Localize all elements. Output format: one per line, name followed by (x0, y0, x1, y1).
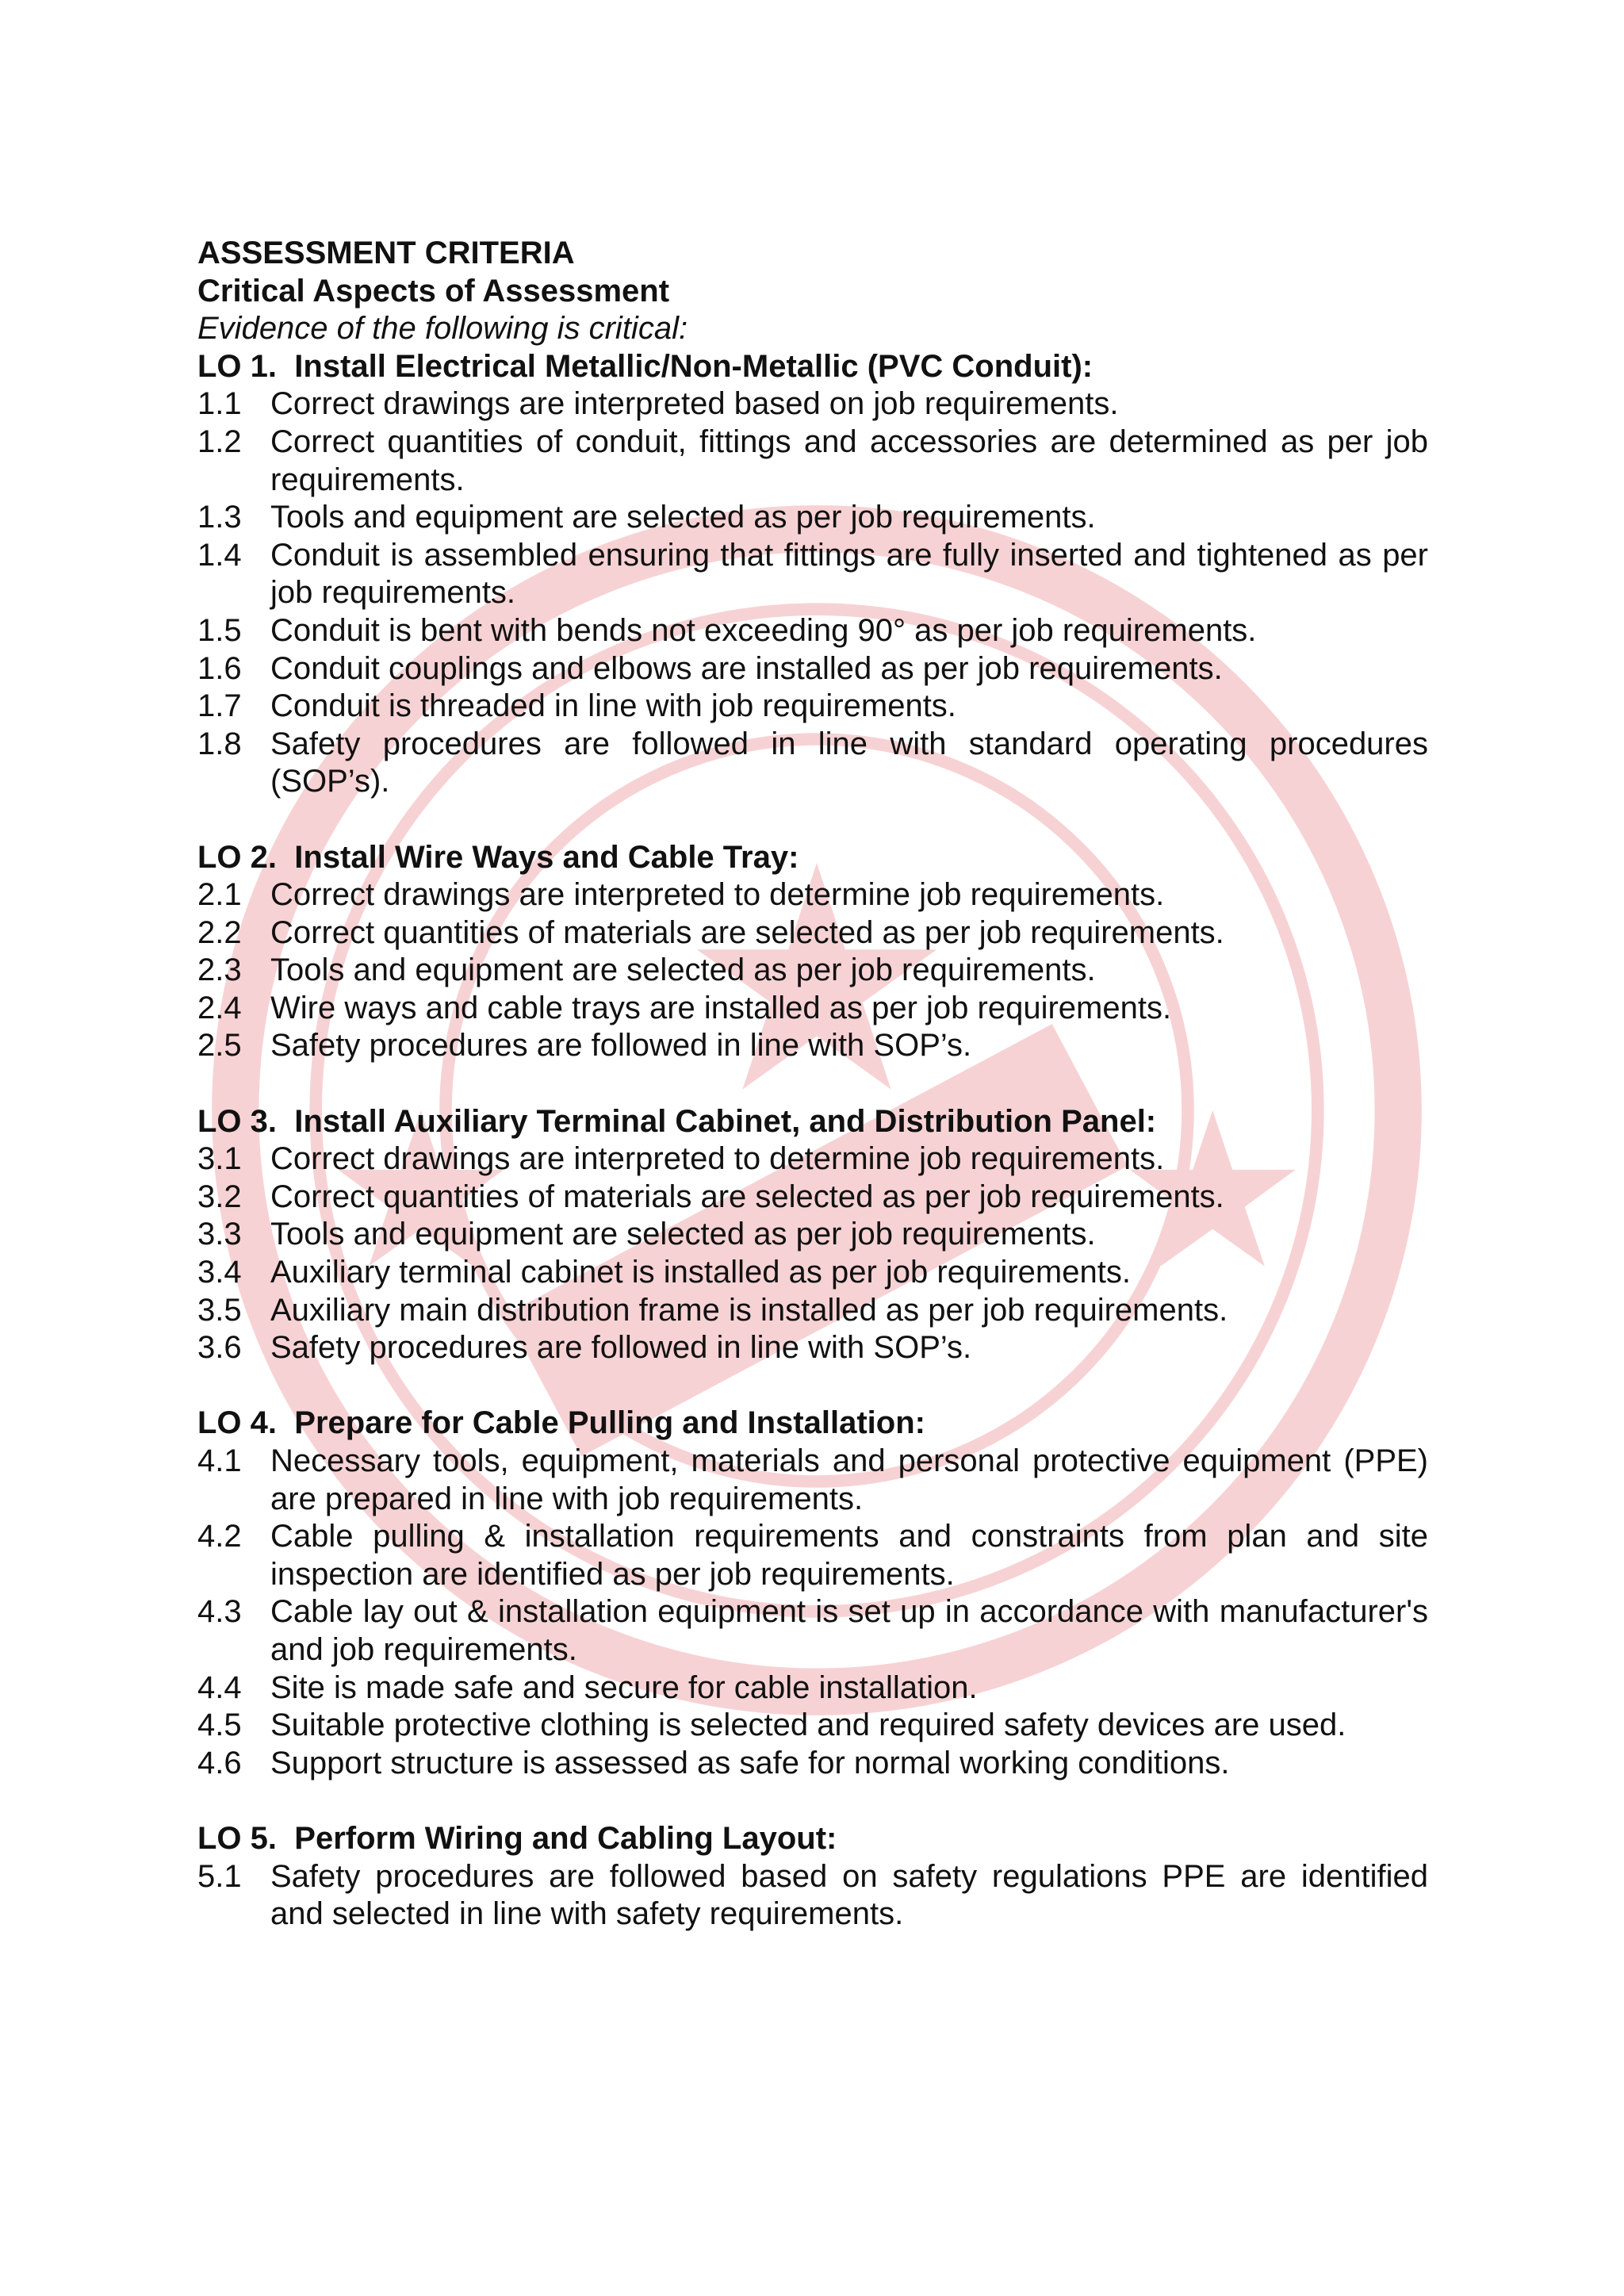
item-text: Tools and equipment are selected as per job requirements. (270, 953, 1096, 988)
item-number: 3.6 (197, 1330, 242, 1366)
list-item (197, 424, 1428, 499)
item-text: Correct quantities of materials are selected as per job requirements. (270, 914, 1224, 950)
item-number: 1.1 (197, 386, 242, 422)
item-number: 2.1 (197, 877, 242, 913)
list-item (197, 1027, 1428, 1065)
item-number: 1.2 (197, 424, 242, 459)
item-text: Auxiliary terminal cabinet is installed as per job requirements. (270, 1255, 1131, 1290)
page-title: ASSESSMENT CRITERIA (197, 236, 575, 270)
section-label: LO 4. (197, 1405, 278, 1441)
item-number: 4.4 (197, 1669, 242, 1705)
list-item (197, 726, 1428, 801)
item-number: 3.5 (197, 1292, 242, 1328)
list-item (197, 1254, 1428, 1292)
list-item (197, 952, 1428, 990)
section-label: LO 3. (197, 1103, 278, 1139)
item-text: Safety procedures are followed in line with SOP’s. (270, 1028, 972, 1064)
list-item (197, 1593, 1428, 1669)
list-item (197, 1518, 1428, 1593)
item-text: Correct drawings are interpreted to determine job requirements. (270, 1141, 1165, 1177)
item-text: Safety procedures are followed based on safety regulations PPE are identified and selected in line with safety requirements. (270, 1858, 1428, 1932)
section-lo4 (197, 1405, 1428, 1782)
item-text: Correct drawings are interpreted to determine job requirements. (270, 877, 1165, 913)
list-item (197, 612, 1428, 650)
section-lo5 (197, 1820, 1428, 1934)
item-number: 1.3 (197, 500, 242, 535)
section-lo2 (197, 839, 1428, 1066)
item-text: Correct quantities of conduit, fittings and accessories are determined as per job requirements. (270, 424, 1428, 497)
item-number: 2.4 (197, 990, 242, 1025)
section-heading (197, 839, 1428, 877)
list-item (197, 990, 1428, 1028)
item-number: 3.1 (197, 1141, 242, 1177)
section-label: LO 1. (197, 348, 278, 384)
section-title: Install Auxiliary Terminal Cabinet, and Distribution Panel: (294, 1103, 1157, 1139)
item-text: Cable pulling & installation requirements and constraints from plan and site inspection are identified as per job requirements. (270, 1519, 1428, 1592)
list-item (197, 1707, 1428, 1745)
page-subtitle: Critical Aspects of Assessment (197, 273, 670, 309)
section-heading (197, 1405, 1428, 1443)
section-lo1 (197, 348, 1428, 801)
item-number: 3.4 (197, 1255, 242, 1290)
section-title: Prepare for Cable Pulling and Installation: (294, 1405, 925, 1441)
item-text: Suitable protective clothing is selected and required safety devices are used. (270, 1708, 1346, 1743)
item-text: Conduit is bent with bends not exceeding 90° as per job requirements. (270, 612, 1257, 648)
section-heading (197, 348, 1428, 386)
item-text: Conduit couplings and elbows are installed as per job requirements. (270, 650, 1223, 686)
item-text: Tools and equipment are selected as per job requirements. (270, 1217, 1096, 1252)
item-number: 4.3 (197, 1594, 242, 1630)
list-item (197, 1329, 1428, 1367)
item-text: Support structure is assessed as safe for normal working conditions. (270, 1745, 1230, 1780)
list-item (197, 537, 1428, 612)
item-number: 2.2 (197, 914, 242, 950)
section-title: Install Wire Ways and Cable Tray: (294, 839, 799, 875)
list-item (197, 385, 1428, 424)
item-number: 2.5 (197, 1028, 242, 1064)
list-item (197, 914, 1428, 953)
section-heading (197, 1820, 1428, 1858)
item-number: 4.1 (197, 1443, 242, 1478)
item-text: Necessary tools, equipment, materials and personal protective equipment (PPE) are prepared in line with job requirements. (270, 1443, 1428, 1516)
item-text: Correct drawings are interpreted based on job requirements. (270, 386, 1119, 422)
item-number: 1.6 (197, 650, 242, 686)
list-item (197, 1858, 1428, 1934)
item-number: 4.2 (197, 1519, 242, 1554)
item-text: Conduit is threaded in line with job requirements. (270, 688, 956, 724)
item-number: 5.1 (197, 1858, 242, 1894)
item-number: 3.3 (197, 1217, 242, 1252)
item-text: Safety procedures are followed in line with standard operating procedures (SOP’s). (270, 726, 1428, 799)
item-text: Site is made safe and secure for cable installation. (270, 1669, 978, 1705)
item-number: 1.4 (197, 537, 242, 573)
item-text: Tools and equipment are selected as per job requirements. (270, 500, 1096, 535)
item-text: Auxiliary main distribution frame is installed as per job requirements. (270, 1292, 1228, 1328)
assessment-criteria-content (197, 235, 1428, 1934)
list-item (197, 1179, 1428, 1217)
section-lo3 (197, 1103, 1428, 1367)
list-item (197, 1443, 1428, 1518)
item-text: Correct quantities of materials are selected as per job requirements. (270, 1179, 1224, 1214)
item-number: 3.2 (197, 1179, 242, 1214)
list-item (197, 650, 1428, 688)
list-item (197, 1140, 1428, 1179)
item-number: 4.5 (197, 1708, 242, 1743)
item-text: Cable lay out & installation equipment is set up in accordance with manufacturer's and job requirements. (270, 1594, 1428, 1667)
item-number: 1.5 (197, 612, 242, 648)
section-label: LO 5. (197, 1820, 278, 1856)
section-label: LO 2. (197, 839, 278, 875)
list-item (197, 688, 1428, 726)
section-title: Install Electrical Metallic/Non-Metallic (PVC Conduit): (294, 348, 1094, 384)
list-item (197, 1669, 1428, 1708)
item-text: Safety procedures are followed in line with SOP’s. (270, 1330, 972, 1366)
item-text: Conduit is assembled ensuring that fittings are fully inserted and tightened as per job requirements. (270, 537, 1428, 611)
list-item (197, 876, 1428, 914)
section-heading (197, 1103, 1428, 1141)
list-item (197, 1292, 1428, 1330)
item-number: 4.6 (197, 1745, 242, 1780)
list-item (197, 1745, 1428, 1783)
item-number: 1.8 (197, 726, 242, 761)
item-number: 2.3 (197, 953, 242, 988)
item-number: 1.7 (197, 688, 242, 724)
section-title: Perform Wiring and Cabling Layout: (294, 1820, 837, 1856)
list-item (197, 1216, 1428, 1254)
intro-text: Evidence of the following is critical: (197, 311, 688, 347)
item-text: Wire ways and cable trays are installed as per job requirements. (270, 990, 1172, 1025)
list-item (197, 499, 1428, 537)
